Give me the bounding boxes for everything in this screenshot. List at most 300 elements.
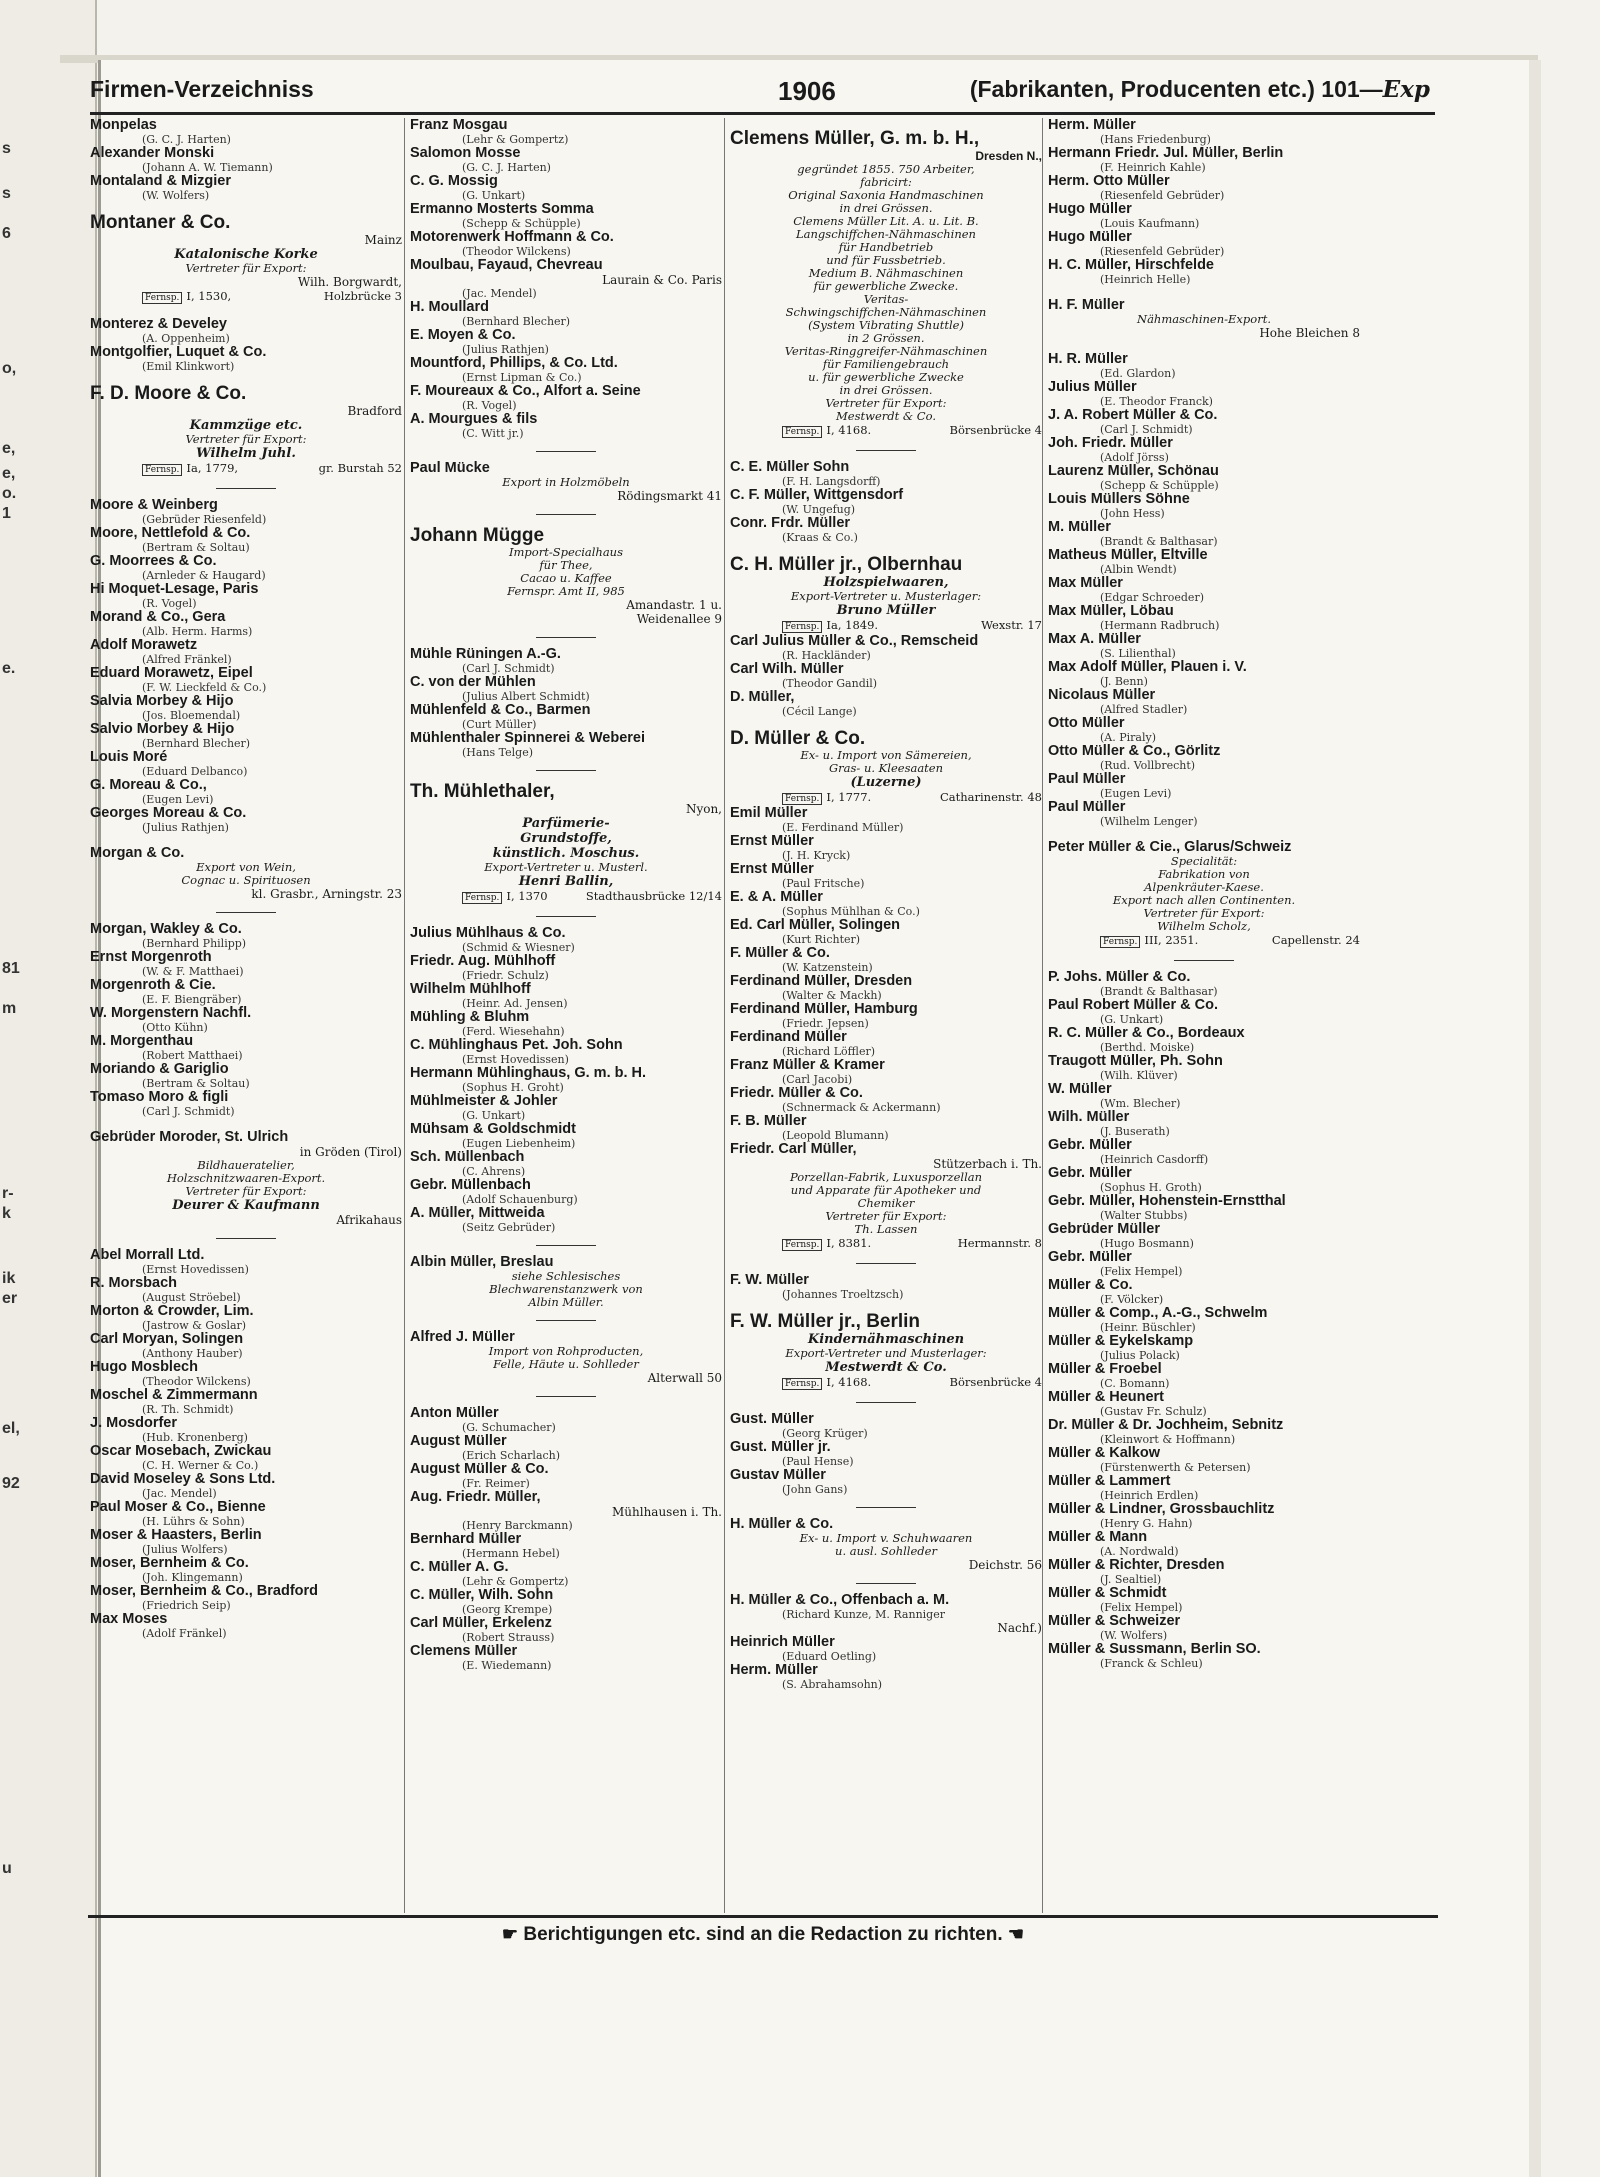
featured-company: Montaner & Co. [90,212,231,233]
margin-mark: e, [2,465,16,482]
contact-name: (Henry G. Hahn) [1100,1517,1193,1530]
contact-name: (J. H. Kryck) [782,849,851,862]
company-name: F. Müller & Co. [730,945,830,961]
phone-address-line [90,461,402,477]
section-separator [1174,960,1234,961]
company-name: R. C. Müller & Co., Bordeaux [1048,1025,1245,1041]
featured-company: Th. Mühlethaler, [410,781,555,802]
description-line: Holzschnitzwaaren-Export. [166,1171,326,1185]
description-line: Ex- u. Import v. Schuhwaaren [799,1531,973,1545]
company-name: Ernst Müller [730,861,814,877]
contact-name: (H. Lührs & Sohn) [142,1515,245,1528]
product-highlight: Katalonische Korke [174,247,318,262]
description-line: Alpenkräuter-Kaese. [1144,880,1264,894]
street-address: Stadthausbrücke 12/14 [585,889,722,903]
contact-name: (Georg Krüger) [782,1427,868,1440]
contact-name: (Gebrüder Riesenfeld) [142,513,267,526]
contact-name: (A. Nordwald) [1100,1545,1179,1558]
description-line: Vertreter für Export: [825,1209,947,1223]
contact-name: (Anthony Hauber) [142,1347,243,1360]
contact-name: (G. C. J. Harten) [142,133,231,146]
company-name: H. Müller & Co. [730,1516,834,1532]
company-name: Salvia Morbey & Hijo [90,693,234,709]
featured-company: F. D. Moore & Co. [90,383,247,404]
contact-name: (W. Wolfers) [142,189,210,202]
margin-mark: s [2,185,11,202]
contact-name: (F. Völcker) [1100,1293,1164,1306]
company-name: Anton Müller [410,1405,499,1421]
section-separator [536,1245,596,1246]
description-line: Fabrikation von [1158,867,1250,881]
contact-name: (R. Vogel) [462,399,517,412]
company-name: Müller & Schweizer [1048,1613,1181,1629]
contact-name: (Brandt & Balthasar) [1100,535,1218,548]
contact-name: (Eduard Delbanco) [142,765,248,778]
contact-name: (Eduard Oetling) [782,1650,877,1663]
company-name: Gebr. Müller [1048,1165,1132,1181]
contact-name: (W. Wolfers) [1100,1629,1168,1642]
company-name: Müller & Lammert [1048,1473,1171,1489]
company-name: A. Müller, Mittweida [410,1205,545,1221]
company-name: Carl Julius Müller & Co., Remscheid [730,633,979,649]
company-name: Max Müller [1048,575,1123,591]
contact-name: (Hermann Hebel) [462,1547,560,1560]
company-name: Müller & Lindner, Grossbauchlitz [1048,1501,1275,1517]
description-line: Veritas- [863,292,909,306]
contact-name: (Julius Polack) [1100,1349,1180,1362]
contact-name: (W. Ungefug) [782,503,856,516]
contact-name: (F. Heinrich Kahle) [1100,161,1206,174]
contact-name: (Hans Telge) [462,746,534,759]
company-name: H. Moullard [410,299,489,315]
company-name: Moschel & Zimmermann [90,1387,258,1403]
company-name: F. B. Müller [730,1113,807,1129]
contact-name: (W. & F. Matthaei) [142,965,244,978]
company-name: Hugo Mosblech [90,1359,198,1375]
description-line: in 2 Grössen. [847,331,925,345]
phone-value: I, 4168. [826,1375,872,1389]
product-highlight: Deurer & Kaufmann [172,1198,320,1213]
section-separator [536,451,596,452]
contact-name: (G. Unkart) [462,189,526,202]
margin-mark: er [2,1290,18,1307]
company-name: Hermann Friedr. Jul. Müller, Berlin [1048,145,1284,161]
company-name: C. G. Mossig [410,173,498,189]
contact-name: (Carl J. Schmidt) [1100,423,1193,436]
contact-name: (Berthd. Moiske) [1100,1041,1195,1054]
company-name: C. von der Mühlen [410,674,536,690]
company-name: Nicolaus Müller [1048,687,1156,703]
street-address: gr. Burstah 52 [318,461,402,475]
company-name: Carl Wilh. Müller [730,661,844,677]
contact-name: (Hugo Bosmann) [1100,1237,1194,1250]
company-name: Monpelas [90,118,157,133]
product-highlight: Kindernähmaschinen [807,1332,965,1347]
margin-mark: m [2,1000,17,1017]
description-line: Vertreter für Export: [1143,906,1265,920]
company-name: Müller & Richter, Dresden [1048,1557,1225,1573]
contact-name: (E. Ferdinand Müller) [782,821,904,834]
product-highlight: (Luzerne) [850,775,922,790]
section-separator [536,1320,596,1321]
description-line: und für Fussbetrieb. [826,253,946,267]
contact-name: (Paul Hense) [782,1455,854,1468]
product-highlight: künstlich. Moschus. [492,846,640,861]
section-separator [216,488,276,489]
contact-name: (Adolf Fränkel) [142,1627,227,1640]
featured-company: Clemens Müller, G. m. b. H., [730,128,980,149]
company-name: Friedr. Carl Müller, [730,1141,857,1157]
company-name: Bernhard Müller [410,1531,522,1547]
company-name: Clemens Müller [410,1643,518,1659]
description-line: Felle, Häute u. Sohlleder [493,1357,639,1371]
address-line: Mainz [364,233,402,247]
contact-name: (J. Benn) [1100,675,1148,688]
company-name: J. Mosdorfer [90,1415,178,1431]
section-separator [536,514,596,515]
header-title: Firmen-Verzeichniss [90,76,314,102]
company-name: Müller & Mann [1048,1529,1148,1545]
contact-name: (Schepp & Schüpple) [462,217,581,230]
address-line: Wilh. Borgwardt, [297,275,402,289]
description-line: für Handbetrieb [838,240,934,254]
contact-name: (Kraas & Co.) [782,531,858,544]
company-name: Müller & Co. [1048,1277,1133,1293]
contact-name: (Walter & Mackh) [782,989,882,1002]
description-line: Ex- u. Import von Sämereien, [800,748,972,762]
phone-number [142,289,231,305]
company-name: Traugott Müller, Ph. Sohn [1048,1053,1223,1069]
contact-name: (Kurt Richter) [782,933,861,946]
phone-number [782,1236,871,1252]
contact-name: (Fr. Reimer) [462,1477,530,1490]
company-name: Herm. Müller [730,1662,818,1678]
contact-name: (Theodor Gandil) [782,677,878,690]
company-name: Aug. Friedr. Müller, [410,1489,541,1505]
company-name: Conr. Frdr. Müller [730,515,851,531]
company-name: C. Müller A. G. [410,1559,509,1575]
phone-label: Fernsp. [782,793,822,805]
description-line: Blechwarenstanzwerk von [489,1282,643,1296]
description-line: Export in Holzmöbeln [502,475,630,489]
contact-name: (Wilh. Klüver) [1100,1069,1178,1082]
contact-name: (Kleinwort & Hoffmann) [1100,1433,1236,1446]
contact-name: (Schmid & Wiesner) [462,941,575,954]
contact-name: (Seitz Gebrüder) [462,1221,556,1234]
contact-name: (Arnleder & Haugard) [142,569,266,582]
contact-name: (John Gans) [782,1483,848,1496]
company-name: August Müller [410,1433,507,1449]
phone-value: I, 8381. [826,1236,872,1250]
company-name: R. Morsbach [90,1275,178,1291]
company-name: Julius Müller [1048,379,1137,395]
description-line: Cacao u. Kaffee [520,571,612,585]
company-name: Paul Müller [1048,799,1126,815]
contact-name: (G. Unkart) [462,1109,526,1122]
company-name: M. Morgenthau [90,1033,194,1049]
margin-mark: e. [2,660,16,677]
phone-address-line [410,889,722,905]
description-line: Schwingschiffchen-Nähmaschinen [785,305,987,319]
product-highlight: Bruno Müller [836,603,936,618]
phone-label: Fernsp. [462,892,502,904]
company-name: D. Müller, [730,689,795,705]
contact-name: (A. Oppenheim) [142,332,230,345]
company-name: Mühsam & Goldschmidt [410,1121,576,1137]
phone-label: Fernsp. [142,292,182,304]
company-name: Eduard Morawetz, Eipel [90,665,253,681]
contact-name: (Theodor Wilckens) [462,245,571,258]
contact-name: (R. Hackländer) [782,649,871,662]
description-line: (System Vibrating Shuttle) [808,318,964,332]
company-name: Gust. Müller jr. [730,1439,831,1455]
description-line: Nähmaschinen-Export. [1137,312,1271,326]
contact-name: (Cécil Lange) [782,705,857,718]
description-line: Vertreter für Export: [185,432,307,446]
contact-name: (Johann A. W. Tiemann) [142,161,273,174]
contact-name: (Franck & Schleu) [1100,1657,1203,1670]
contact-name: (Edgar Schroeder) [1100,591,1204,604]
company-name: Friedr. Aug. Mühlhoff [410,953,556,969]
description-line: für Thee, [539,558,593,572]
company-name: Müller & Sussmann, Berlin SO. [1048,1641,1261,1657]
description-line: Original Saxonia Handmaschinen [788,188,984,202]
section-separator [536,1396,596,1397]
contact-name: (Riesenfeld Gebrüder) [1100,189,1225,202]
company-name: Moser & Haasters, Berlin [90,1527,262,1543]
contact-name: (Ferd. Wiesehahn) [462,1025,565,1038]
description-line: für Familiengebrauch [822,357,950,371]
margin-mark: 1 [2,505,11,522]
featured-company: C. H. Müller jr., Olbernhau [730,554,963,575]
description-line: fabricirt: [860,175,912,189]
contact-name: (C. Bomann) [1100,1377,1170,1390]
contact-name: (Gustav Fr. Schulz) [1100,1405,1207,1418]
company-name: E. & A. Müller [730,889,823,905]
contact-name: (Henry Barckmann) [462,1519,573,1532]
company-name: Müller & Heunert [1048,1389,1165,1405]
phone-number [782,790,871,806]
contact-name: (C. Witt jr.) [462,427,524,440]
column-divider [724,118,725,1913]
contact-name: (Lehr & Gompertz) [462,1575,569,1588]
address-line: Amandastr. 1 u. [626,598,722,612]
contact-name: (Alfred Stadler) [1100,703,1188,716]
contact-name: (Jastrow & Goslar) [142,1319,247,1332]
phone-number [782,423,871,439]
contact-name: (C. H. Werner & Co.) [142,1459,259,1472]
company-name: Gustav Müller [730,1467,826,1483]
column-2 [410,118,722,1918]
company-name: Gebr. Müller [1048,1137,1132,1153]
contact-name: (Ernst Hovedissen) [462,1053,569,1066]
company-name: Ferdinand Müller, Dresden [730,973,913,989]
description-line: Albin Müller. [528,1295,604,1309]
company-name: Paul Müller [1048,771,1126,787]
contact-name: (Eugen Levi) [1100,787,1172,800]
company-name: Morand & Co., Gera [90,609,226,625]
contact-name: (Felix Hempel) [1100,1601,1183,1614]
street-address: Börsenbrücke 4 [949,1375,1042,1389]
address-line: Bradford [347,404,402,418]
company-name: Emil Müller [730,805,808,821]
contact-name: (Sophus H. Groth) [1100,1181,1202,1194]
company-name: P. Johs. Müller & Co. [1048,969,1191,985]
contact-name: (Heinr. Ad. Jensen) [462,997,568,1010]
contact-name: (F. W. Lieckfeld & Co.) [142,681,267,694]
company-name: A. Mourgues & fils [410,411,538,427]
description-line: siehe Schlesisches [511,1269,621,1283]
margin-mark: el, [2,1420,20,1437]
product-highlight: Parfümerie- [522,816,610,831]
street-address: Holzbrücke 3 [323,289,402,303]
product-highlight: Mestwerdt & Co. [825,1360,947,1375]
contact-name: (Wm. Blecher) [1100,1097,1181,1110]
contact-name: (W. Katzenstein) [782,961,873,974]
contact-name: (G. Schumacher) [462,1421,556,1434]
contact-name: (Carl J. Schmidt) [462,662,555,675]
contact-name: (Louis Kaufmann) [1100,217,1200,230]
section-separator [856,450,916,451]
company-name: C. E. Müller Sohn [730,459,850,475]
phone-address-line [730,1236,1042,1252]
contact-name: (Julius Rathjen) [142,821,229,834]
running-header [90,76,1430,116]
featured-company: Johann Mügge [410,525,545,546]
company-name: J. A. Robert Müller & Co. [1048,407,1218,423]
section-separator [856,1402,916,1403]
description-line: Langschiffchen-Nähmaschinen [796,227,976,241]
company-name: Alfred J. Müller [410,1329,515,1345]
company-name: Sch. Müllenbach [410,1149,525,1165]
description-line: Export von Wein, [196,860,296,874]
company-name: Ed. Carl Müller, Solingen [730,917,900,933]
contact-name: (Friedr. Schulz) [462,969,549,982]
page-number: 101— [1321,76,1383,102]
description-line: Export-Vertreter und Musterlager: [785,1346,987,1360]
company-name: Wilhelm Mühlhoff [410,981,531,997]
contact-name: (Wilhelm Lenger) [1100,815,1198,828]
contact-name: (Riesenfeld Gebrüder) [1100,245,1225,258]
contact-name: (Joh. Klingemann) [142,1571,243,1584]
featured-company: D. Müller & Co. [730,728,866,749]
section-separator [536,916,596,917]
pointing-hand-icon: ☛ [501,1924,519,1944]
company-name: Herm. Müller [1048,118,1136,133]
description-line: Th. Lassen [854,1222,918,1236]
contact-name: (Adolf Schauenburg) [462,1193,578,1206]
company-name: Gebr. Müller [1048,1249,1132,1265]
street-address: Hermannstr. 8 [957,1236,1042,1250]
company-name: Moser, Bernheim & Co., Bradford [90,1583,319,1599]
section-separator [216,1238,276,1239]
contact-name: (A. Piraly) [1100,731,1156,744]
contact-name: (Friedr. Jepsen) [782,1017,869,1030]
contact-name: (Ernst Lipman & Co.) [462,371,582,384]
contact-name: (Otto Kühn) [142,1021,208,1034]
contact-name: (S. Abrahamsohn) [782,1678,883,1691]
company-name: Müller & Froebel [1048,1361,1162,1377]
company-name: W. Morgenstern Nachfl. [90,1005,252,1021]
description-line: Cognac u. Spirituosen [181,873,311,887]
contact-name: (Bertram & Soltau) [142,1077,250,1090]
company-name: Abel Morrall Ltd. [90,1247,205,1263]
company-name: Oscar Mosebach, Zwickau [90,1443,272,1459]
contact-name: (Schnermack & Ackermann) [782,1101,941,1114]
company-name: W. Müller [1048,1081,1112,1097]
margin-mark: e, [2,440,16,457]
contact-name: (J. Sealtiel) [1100,1573,1162,1586]
company-name: Moriando & Gariglio [90,1061,229,1077]
phone-address-line [730,1375,1042,1391]
contact-name: (Paul Fritsche) [782,877,865,890]
company-name: Herm. Otto Müller [1048,173,1170,189]
phone-value: I, 1777. [826,790,872,804]
street-address: Capellenstr. 24 [1271,933,1360,947]
margin-mark: o, [2,360,17,377]
address-line: Nachf.) [997,1621,1042,1635]
company-name: Gust. Müller [730,1411,814,1427]
company-name: Hermann Mühlinghaus, G. m. b. H. [410,1065,647,1081]
contact-name: (Bernhard Blecher) [142,737,251,750]
column-divider [1042,118,1043,1913]
company-name: H. F. Müller [1048,297,1125,313]
company-name: Ermanno Mosterts Somma [410,201,594,217]
contact-name: (Jos. Bloemendal) [142,709,241,722]
description-line: Vertreter für Export: [185,1184,307,1198]
contact-name: (Leopold Blumann) [782,1129,889,1142]
header-section: Exp [1382,76,1430,103]
company-name: Müller & Comp., A.-G., Schwelm [1048,1305,1268,1321]
contact-name: (Julius Wolfers) [142,1543,228,1556]
company-name: Monterez & Develey [90,316,227,332]
product-highlight: Holzspielwaaren, [823,575,949,590]
company-name: Otto Müller & Co., Görlitz [1048,743,1221,759]
margin-mark: 81 [2,960,20,977]
company-name: Max Moses [90,1611,168,1627]
description-line: gegründet 1855. 750 Arbeiter, [797,162,975,176]
description-line: u. für gewerbliche Zwecke [808,370,964,384]
pointing-hand-icon: ☚ [1007,1924,1025,1944]
contact-name: (Julius Rathjen) [462,343,549,356]
company-name: Morgan, Wakley & Co. [90,921,242,937]
description-line: und Apparate für Apotheker und [790,1183,982,1197]
header-rule [90,112,1435,115]
contact-name: (Theodor Wilckens) [142,1375,251,1388]
company-name: Albin Müller, Breslau [410,1254,554,1270]
company-name: Peter Müller & Cie., Glarus/Schweiz [1048,839,1292,855]
address-line: Hohe Bleichen 8 [1259,326,1360,340]
description-line: Vertreter für Export: [185,261,307,275]
margin-mark: o. [2,485,17,502]
company-name: F. W. Müller [730,1272,809,1288]
contact-name: (E. F. Biengräber) [142,993,242,1006]
street-address: Wexstr. 17 [981,618,1042,632]
contact-name: (Julius Albert Schmidt) [462,690,590,703]
contact-name: (John Hess) [1100,507,1165,520]
description-line: Bildhaueratelier, [197,1158,295,1172]
contact-name: (Bernhard Blecher) [462,315,571,328]
contact-name: (Bertram & Soltau) [142,541,250,554]
page-right-edge [1529,60,1541,2177]
address-line: Deichstr. 56 [968,1558,1042,1572]
phone-number [782,1375,871,1391]
section-separator [216,912,276,913]
column-1 [90,118,402,1918]
description-line: Clemens Müller Lit. A. u. Lit. B. [793,214,979,228]
company-name: Julius Mühlhaus & Co. [410,925,566,941]
company-name: Matheus Müller, Eltville [1048,547,1208,563]
